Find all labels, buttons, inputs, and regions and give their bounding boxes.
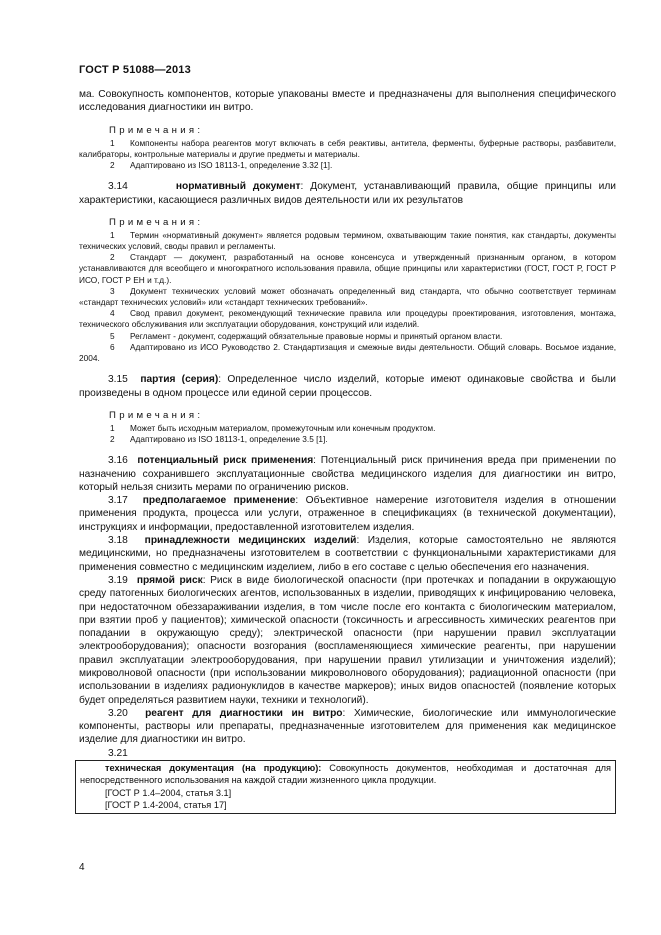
term-3-17: 3.17 предполагаемое применение: Объективное намерение изготовителя изделия в отношении применения продукта, процесса или услуги, отраженное в спецификациях (в технической документации), инструкциях и информации, предоставленной изготовителем изделия.	[79, 495, 617, 533]
document-body	[79, 88, 616, 814]
term-3-20: 3.20 реагент для диагностики ин витро: Химические, биологические или иммунологические компоненты, растворы или препараты, предназначенные изготовителем для применения как медицинское изделие для диагностики ин витро.	[79, 707, 616, 746]
term-3-21-box	[75, 760, 616, 815]
document-header: ГОСТ Р 51088—2013	[79, 64, 191, 76]
note-item: 1 Термин «нормативный документ» является родовым термином, охватывающим такие понятия, как стандарты, документы технических условий, своды правил и регламенты.	[79, 229, 616, 251]
term-3-21-number: 3.21	[108, 747, 128, 759]
term-3-16: 3.16 потенциальный риск применения: Потенциальный риск причинения вреда при применении по назначению сохранившего эксплуатационные свойства медицинского изделия для диагностики ин витро, который нельзя снизить мерами по ограничению рисков.	[79, 455, 617, 493]
term-3-14: 3.14 нормативный документ: Документ, устанавливающий правила, общие принципы или характеристики, касающиеся различных видов деятельности или их результатов	[79, 181, 616, 206]
intro-paragraph: ма. Совокупность компонентов, которые упакованы вместе и предназначены для выполнения специфического исследования диагностики ин витро.	[79, 89, 616, 114]
term-3-19: 3.19 прямой риск: Риск в виде биологической опасности (при протечках и попадании в окружающую среду патогенных биологических агентов, использованных в изделии, приводящих к инфицированию человека, при недостаточном обеззараживании изделия, в том числе после его контакта с биологическим материалом, при взятии проб у пациентов); химической опасности (токсичность и агрессивность химических реагентов при попадании в окружающую среду); электрической опасности (при нарушении правил эксплуатации электрооборудования); опасности возгорания (воспламеняющиеся химические реагенты, при нарушении правил эксплуатации электрооборудования, при нарушении правил утилизации и уничтожения изделий); микроволновой опасности (при использовании микроволнового оборудования); радиационной опасности (при использовании в изделиях радионуклидов в качестве маркеров); иных видов опасностей (появление которых будет определяться развитием науки, техники и технологий).	[79, 574, 616, 706]
notes-b	[79, 230, 616, 364]
note-item: 6 Адаптировано из ИСО Руководство 2. Стандартизация и смежные виды деятельности. Общий словарь. Восьмое издание, 2004.	[79, 341, 616, 364]
note-item: 4 Свод правил документ, рекомендующий технические правила или процедуры проектирования, изготовления, монтажа, технического обслуживания или эксплуатации оборудования, конструкций или изделий.	[79, 308, 616, 330]
note-item: 2 Стандарт — документ, разработанный на основе консенсуса и утвержденный признанным органом, в котором устанавливаются для всеобщего и многократного использования правила, общие принципы или характеристики (ГОСТ, ГОСТ Р, ГОСТ Р ИСО, ГОСТ Р ЕН и т.д.).	[79, 252, 616, 285]
note-item: 2 Адаптировано из ISO 18113-1, определение 3.5 [1].	[110, 434, 328, 445]
reference: [ГОСТ Р 1.4-2004, статья 17]	[105, 799, 227, 810]
note-item: 1 Компоненты набора реагентов могут включать в себя реактивы, антитела, ферменты, буферные растворы, разбавители, калибраторы, контрольные материалы и другие предметы и материалы.	[79, 137, 616, 159]
note-item: 1 Может быть исходным материалом, промежуточным или конечным продуктом.	[110, 422, 436, 433]
note-item: 2 Адаптировано из ISO 18113-1, определение 3.32 [1].	[110, 160, 333, 170]
notes-a	[79, 138, 616, 172]
note-item: 3 Документ технических условий может обозначать определенный вид стандарта, что обычно соответствует терминам «стандарт технических условий» или «стандарт технических требований».	[79, 285, 616, 308]
term-3-18: 3.18 принадлежности медицинских изделий: Изделия, которые самостоятельно не являются медицинскими, но предназначены изготовителем в соответствии с функциональными характеристиками для применения совместно с медицинским изделием, либо в его составе с целью обеспечения его назначения.	[79, 535, 616, 573]
notes-c	[79, 423, 616, 445]
note-item: 5 Регламент - документ, содержащий обязательные правовые нормы и принятый органом власти.	[110, 330, 503, 341]
term-3-21-definition: техническая документация (на продукцию): Совокупность документов, необходимая и достаточная для непосредственного использования на каждой стадии жизненного цикла продукции.	[80, 762, 611, 786]
notes-heading: Примечания:	[109, 124, 204, 136]
reference: [ГОСТ Р 1.4–2004, статья 3.1]	[105, 787, 232, 798]
term-3-15: 3.15 партия (серия): Определенное число изделий, которые имеют одинаковые свойства и были произведены в одном процессе или единой серии процессов.	[79, 374, 616, 399]
notes-heading: Примечания:	[109, 409, 204, 421]
notes-heading: Примечания:	[109, 216, 204, 228]
page-number: 4	[79, 862, 85, 873]
